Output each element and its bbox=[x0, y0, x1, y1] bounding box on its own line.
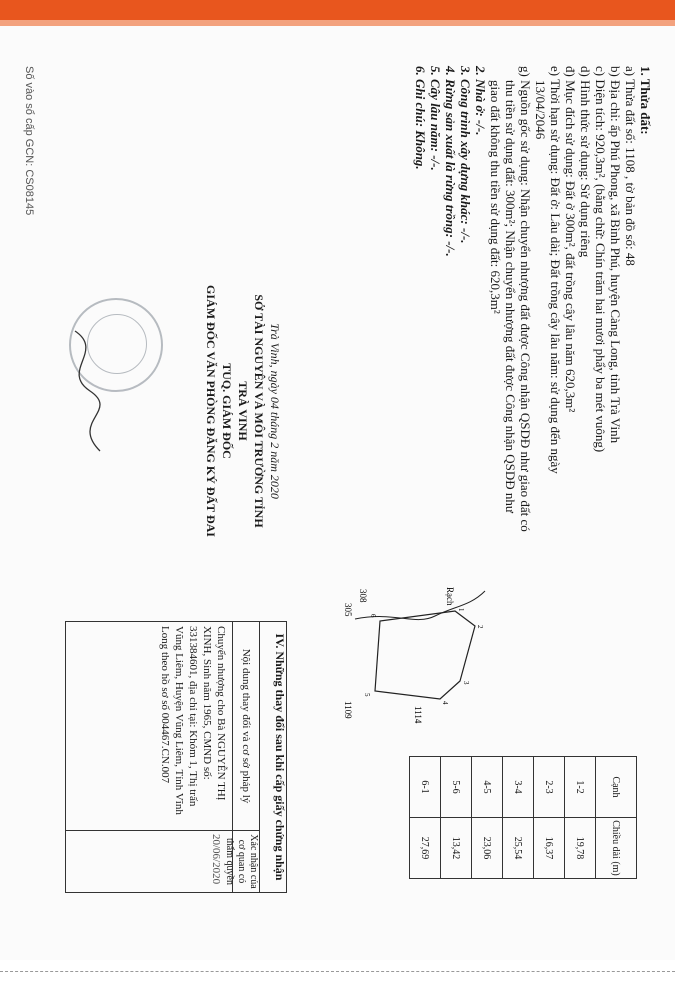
note-line: 6. Ghi chú: Không. bbox=[413, 66, 428, 170]
length-cell: 23,06 bbox=[472, 818, 503, 879]
vertex-label: 1 bbox=[457, 608, 465, 612]
changes-title: IV. Những thay đổi sau khi cấp giấy chứng nhận bbox=[259, 622, 286, 892]
table-row bbox=[472, 757, 503, 879]
section-1-heading: 1. Thửa đất: bbox=[638, 66, 653, 135]
term-date: 13/04/2046 bbox=[533, 80, 548, 140]
sign-office: GIÁM ĐỐC VĂN PHÒNG ĐĂNG KÝ ĐẤT ĐAI bbox=[204, 285, 218, 537]
vertex-label: 3 bbox=[462, 681, 470, 685]
perennial-line: 5. Cây lâu năm: -/-. bbox=[428, 66, 443, 171]
vertex-label: 6 bbox=[369, 614, 377, 618]
construction-line: 3. Công trình xây dựng khác: -/-. bbox=[458, 66, 473, 244]
table-row bbox=[410, 757, 441, 879]
length-cell: 27,69 bbox=[410, 818, 441, 879]
term-line: e) Thời hạn sử dụng: Đất ở: Lâu dài; Đất trồng cây lâu năm: sử dụng đến ngày bbox=[548, 66, 563, 474]
house-line: 2. Nhà ở: -/-. bbox=[473, 66, 488, 136]
certificate-page bbox=[0, 26, 675, 960]
length-cell: 25,54 bbox=[503, 818, 534, 879]
origin-line-2: thu tiền sử dụng đất: 300m²; Nhận chuyển nhượng đất được Công nhận QSDĐ như bbox=[503, 80, 518, 513]
origin-line-1: g) Nguồn gốc sử dụng: Nhận chuyển nhượng đất được Công nhận QSDĐ như giao đất có bbox=[518, 66, 533, 532]
vertex-label: 2 bbox=[476, 625, 484, 629]
signature-block bbox=[203, 281, 283, 541]
length-cell: 13,42 bbox=[441, 818, 472, 879]
changes-date: 20/06/2020 bbox=[210, 834, 222, 885]
usage-form-line: d) Hình thức sử dụng: Sử dụng riêng bbox=[578, 66, 593, 258]
area-line: c) Diện tích: 920,3m², (bằng chữ: Chín trăm hai mươi phẩy ba mét vuông) bbox=[593, 66, 608, 453]
table-row bbox=[565, 757, 596, 879]
purpose-line: đ) Mục đích sử dụng: Đất ở 300m², đất trồng cây lâu năm 620,3m² bbox=[563, 66, 578, 413]
sign-tuq: TUQ. GIÁM ĐỐC bbox=[220, 363, 234, 459]
neighbor-label-4: 1114 bbox=[413, 706, 423, 724]
edge-cell: 5-6 bbox=[441, 757, 472, 818]
river-label: Rạch bbox=[445, 587, 455, 606]
handwritten-signature-icon bbox=[55, 326, 115, 456]
neighbor-label-1: 305 bbox=[343, 603, 353, 617]
address-line: b) Địa chỉ: ấp Phú Phong, xã Bình Phú, huyện Càng Long, tỉnh Trà Vinh bbox=[608, 66, 623, 444]
changes-content: Chuyển nhượng cho Bà NGUYỄN THỊ XINH, Sinh năm 1965, CMND số: 331384601, địa chỉ tại: Khóm 1, Thị trấn Vũng Liêm, Huyện Vũng Liêm, Tỉnh Vĩnh Long theo hồ sơ số 004467.CN.007 bbox=[159, 626, 227, 815]
table-header-length: Chiều dài (m) bbox=[596, 818, 637, 879]
parcel-number-line: a) Thửa đất số: 1108 , tờ bản đồ số: 48 bbox=[623, 66, 638, 266]
parcel-diagram bbox=[335, 581, 495, 731]
edge-cell: 3-4 bbox=[503, 757, 534, 818]
edge-cell: 1-2 bbox=[565, 757, 596, 818]
scan-edge-strip bbox=[0, 0, 675, 26]
table-header-row bbox=[596, 757, 637, 879]
changes-col-confirm: Xác nhận của cơ quan có thẩm quyền bbox=[232, 831, 259, 892]
section-land-parcel bbox=[413, 66, 653, 532]
changes-divider bbox=[66, 830, 233, 831]
rotated-content bbox=[0, 26, 675, 986]
edge-cell: 2-3 bbox=[534, 757, 565, 818]
table-row bbox=[441, 757, 472, 879]
length-cell: 19,78 bbox=[565, 818, 596, 879]
forest-line: 4. Rừng sản xuất là rừng trồng: -/-. bbox=[443, 66, 458, 257]
table-header-edge: Cạnh bbox=[596, 757, 637, 818]
sign-org: SỞ TÀI NGUYÊN VÀ MÔI TRƯỜNG TỈNH TRÀ VINH bbox=[236, 294, 266, 528]
origin-line-3: giao đất không thu tiền sử dụng đất: 620,3m² bbox=[488, 80, 503, 314]
changes-col-content: Nội dung thay đổi và cơ sở pháp lý bbox=[232, 622, 259, 831]
vertex-label: 4 bbox=[441, 701, 449, 705]
fold-line bbox=[0, 971, 675, 974]
neighbor-label-2: 308 bbox=[358, 589, 368, 603]
changes-box bbox=[65, 621, 287, 893]
neighbor-label-3: 1109 bbox=[343, 701, 353, 719]
edge-cell: 6-1 bbox=[410, 757, 441, 818]
length-cell: 16,37 bbox=[534, 818, 565, 879]
registry-number-note: Số vào sổ cấp GCN: CS08145 bbox=[23, 66, 35, 216]
parcel-boundary bbox=[375, 611, 475, 699]
edge-length-table bbox=[409, 756, 637, 879]
table-row bbox=[503, 757, 534, 879]
edge-cell: 4-5 bbox=[472, 757, 503, 818]
table-row bbox=[534, 757, 565, 879]
sign-date: Trà Vinh, ngày 04 tháng 2 năm 2020 bbox=[268, 323, 282, 499]
vertex-label: 5 bbox=[363, 693, 371, 697]
